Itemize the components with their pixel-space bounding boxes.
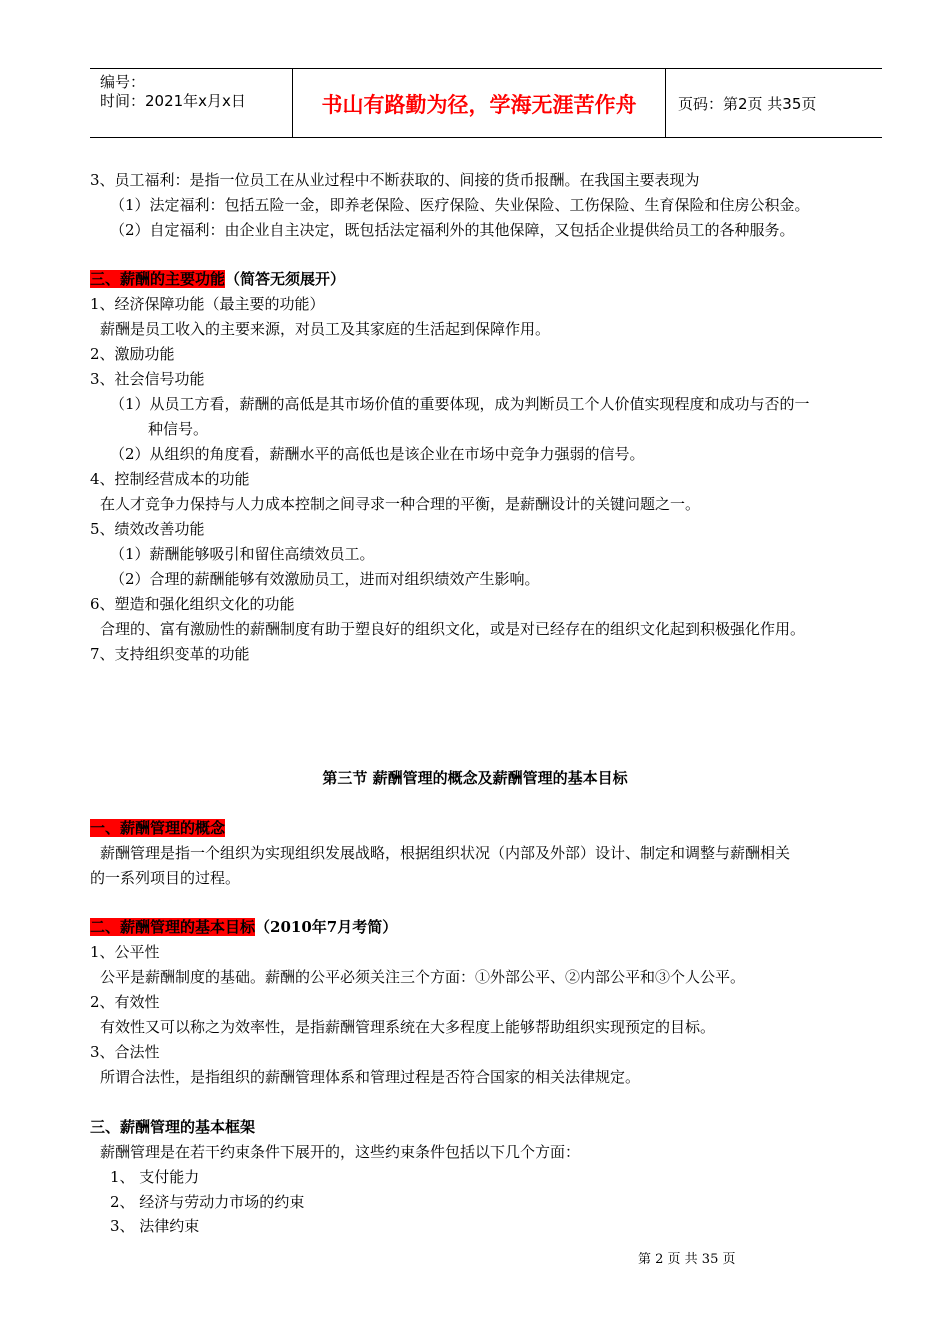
- framework-list-item: 1、 支付能力: [110, 1168, 200, 1186]
- section-heading-goals: [90, 917, 397, 937]
- function-subitem: （1）薪酬能够吸引和留住高绩效员工。: [110, 545, 375, 563]
- framework-list-item: 2、 经济与劳动力市场的约束: [110, 1193, 305, 1211]
- function-item: 2、激励功能: [90, 345, 175, 363]
- highlighted-heading: 一、薪酬管理的概念: [90, 819, 226, 837]
- function-item: 4、控制经营成本的功能: [90, 470, 250, 488]
- highlighted-heading: 二、薪酬管理的基本目标: [90, 918, 256, 936]
- function-item: 3、社会信号功能: [90, 370, 205, 388]
- goal-item: 3、合法性: [90, 1043, 160, 1061]
- section-heading-framework: 三、薪酬管理的基本框架: [90, 1118, 256, 1136]
- function-item: 7、支持组织变革的功能: [90, 645, 250, 663]
- header-motto: 书山有路勤为径，学海无涯苦作舟: [321, 93, 637, 117]
- function-subitem: （2）合理的薪酬能够有效激励员工，进而对组织绩效产生影响。: [110, 570, 540, 588]
- concept-text-cont: 的一系列项目的过程。: [90, 869, 241, 887]
- function-item: 5、绩效改善功能: [90, 520, 205, 538]
- goal-text: 有效性又可以称之为效率性，是指薪酬管理系统在大多程度上能够帮助组织实现预定的目标。: [100, 1018, 716, 1036]
- section-heading-functions: [90, 269, 345, 289]
- heading-note: （简答无须展开）: [225, 270, 346, 288]
- function-item: 1、经济保障功能（最主要的功能）: [90, 295, 325, 313]
- page-footer: 第 2 页 共 35 页: [638, 1252, 736, 1267]
- goal-text: 所谓合法性，是指组织的薪酬管理体系和管理过程是否符合国家的相关法律规定。: [100, 1068, 641, 1086]
- header-meta: [100, 73, 246, 111]
- function-subitem-cont: 种信号。: [148, 420, 209, 438]
- welfare-line: 3、员工福利：是指一位员工在从业过程中不断获取的、间接的货币报酬。在我国主要表现为: [90, 171, 700, 189]
- function-text: 薪酬是员工收入的主要来源，对员工及其家庭的生活起到保障作用。: [100, 320, 551, 338]
- framework-list-item: 3、 法律约束: [110, 1217, 200, 1235]
- section-heading-concept: [90, 818, 225, 838]
- highlighted-heading: 三、薪酬的主要功能: [90, 270, 226, 288]
- page-header: [90, 68, 882, 138]
- serial-label: 编号：: [100, 73, 146, 91]
- goal-item: 1、公平性: [90, 943, 160, 961]
- heading-note: （2010年7月考简）: [255, 918, 398, 936]
- header-divider: [665, 69, 666, 137]
- function-text: 在人才竞争力保持与人力成本控制之间寻求一种合理的平衡，是薪酬设计的关键问题之一。: [100, 495, 701, 513]
- goal-item: 2、有效性: [90, 993, 160, 1011]
- function-text: 合理的、富有激励性的薪酬制度有助于塑良好的组织文化，或是对已经存在的组织文化起到积极强化作用。: [100, 620, 806, 638]
- welfare-legal: （1）法定福利：包括五险一金，即养老保险、医疗保险、失业保险、工伤保险、生育保险和住房公积金。: [110, 196, 810, 214]
- welfare-custom: （2）自定福利：由企业自主决定，既包括法定福利外的其他保障，又包括企业提供给员工的各种服务。: [110, 221, 795, 239]
- section-title: 第三节 薪酬管理的概念及薪酬管理的基本目标: [322, 769, 628, 787]
- header-page-info: 页码：第2页 共35页: [678, 95, 817, 113]
- function-subitem: （1）从员工方看，薪酬的高低是其市场价值的重要体现，成为判断员工个人价值实现程度和成功与否的一: [110, 395, 810, 413]
- framework-text: 薪酬管理是在若干约束条件下展开的，这些约束条件包括以下几个方面：: [100, 1143, 581, 1161]
- function-item: 6、塑造和强化组织文化的功能: [90, 595, 295, 613]
- goal-text: 公平是薪酬制度的基础。薪酬的公平必须关注三个方面：①外部公平、②内部公平和③个人公平。: [100, 968, 746, 986]
- concept-text: 薪酬管理是指一个组织为实现组织发展战略，根据组织状况（内部及外部）设计、制定和调整与薪酬相关: [100, 844, 791, 862]
- function-subitem: （2）从组织的角度看，薪酬水平的高低也是该企业在市场中竞争力强弱的信号。: [110, 445, 645, 463]
- time-label: 时间：2021年x月x日: [100, 92, 246, 110]
